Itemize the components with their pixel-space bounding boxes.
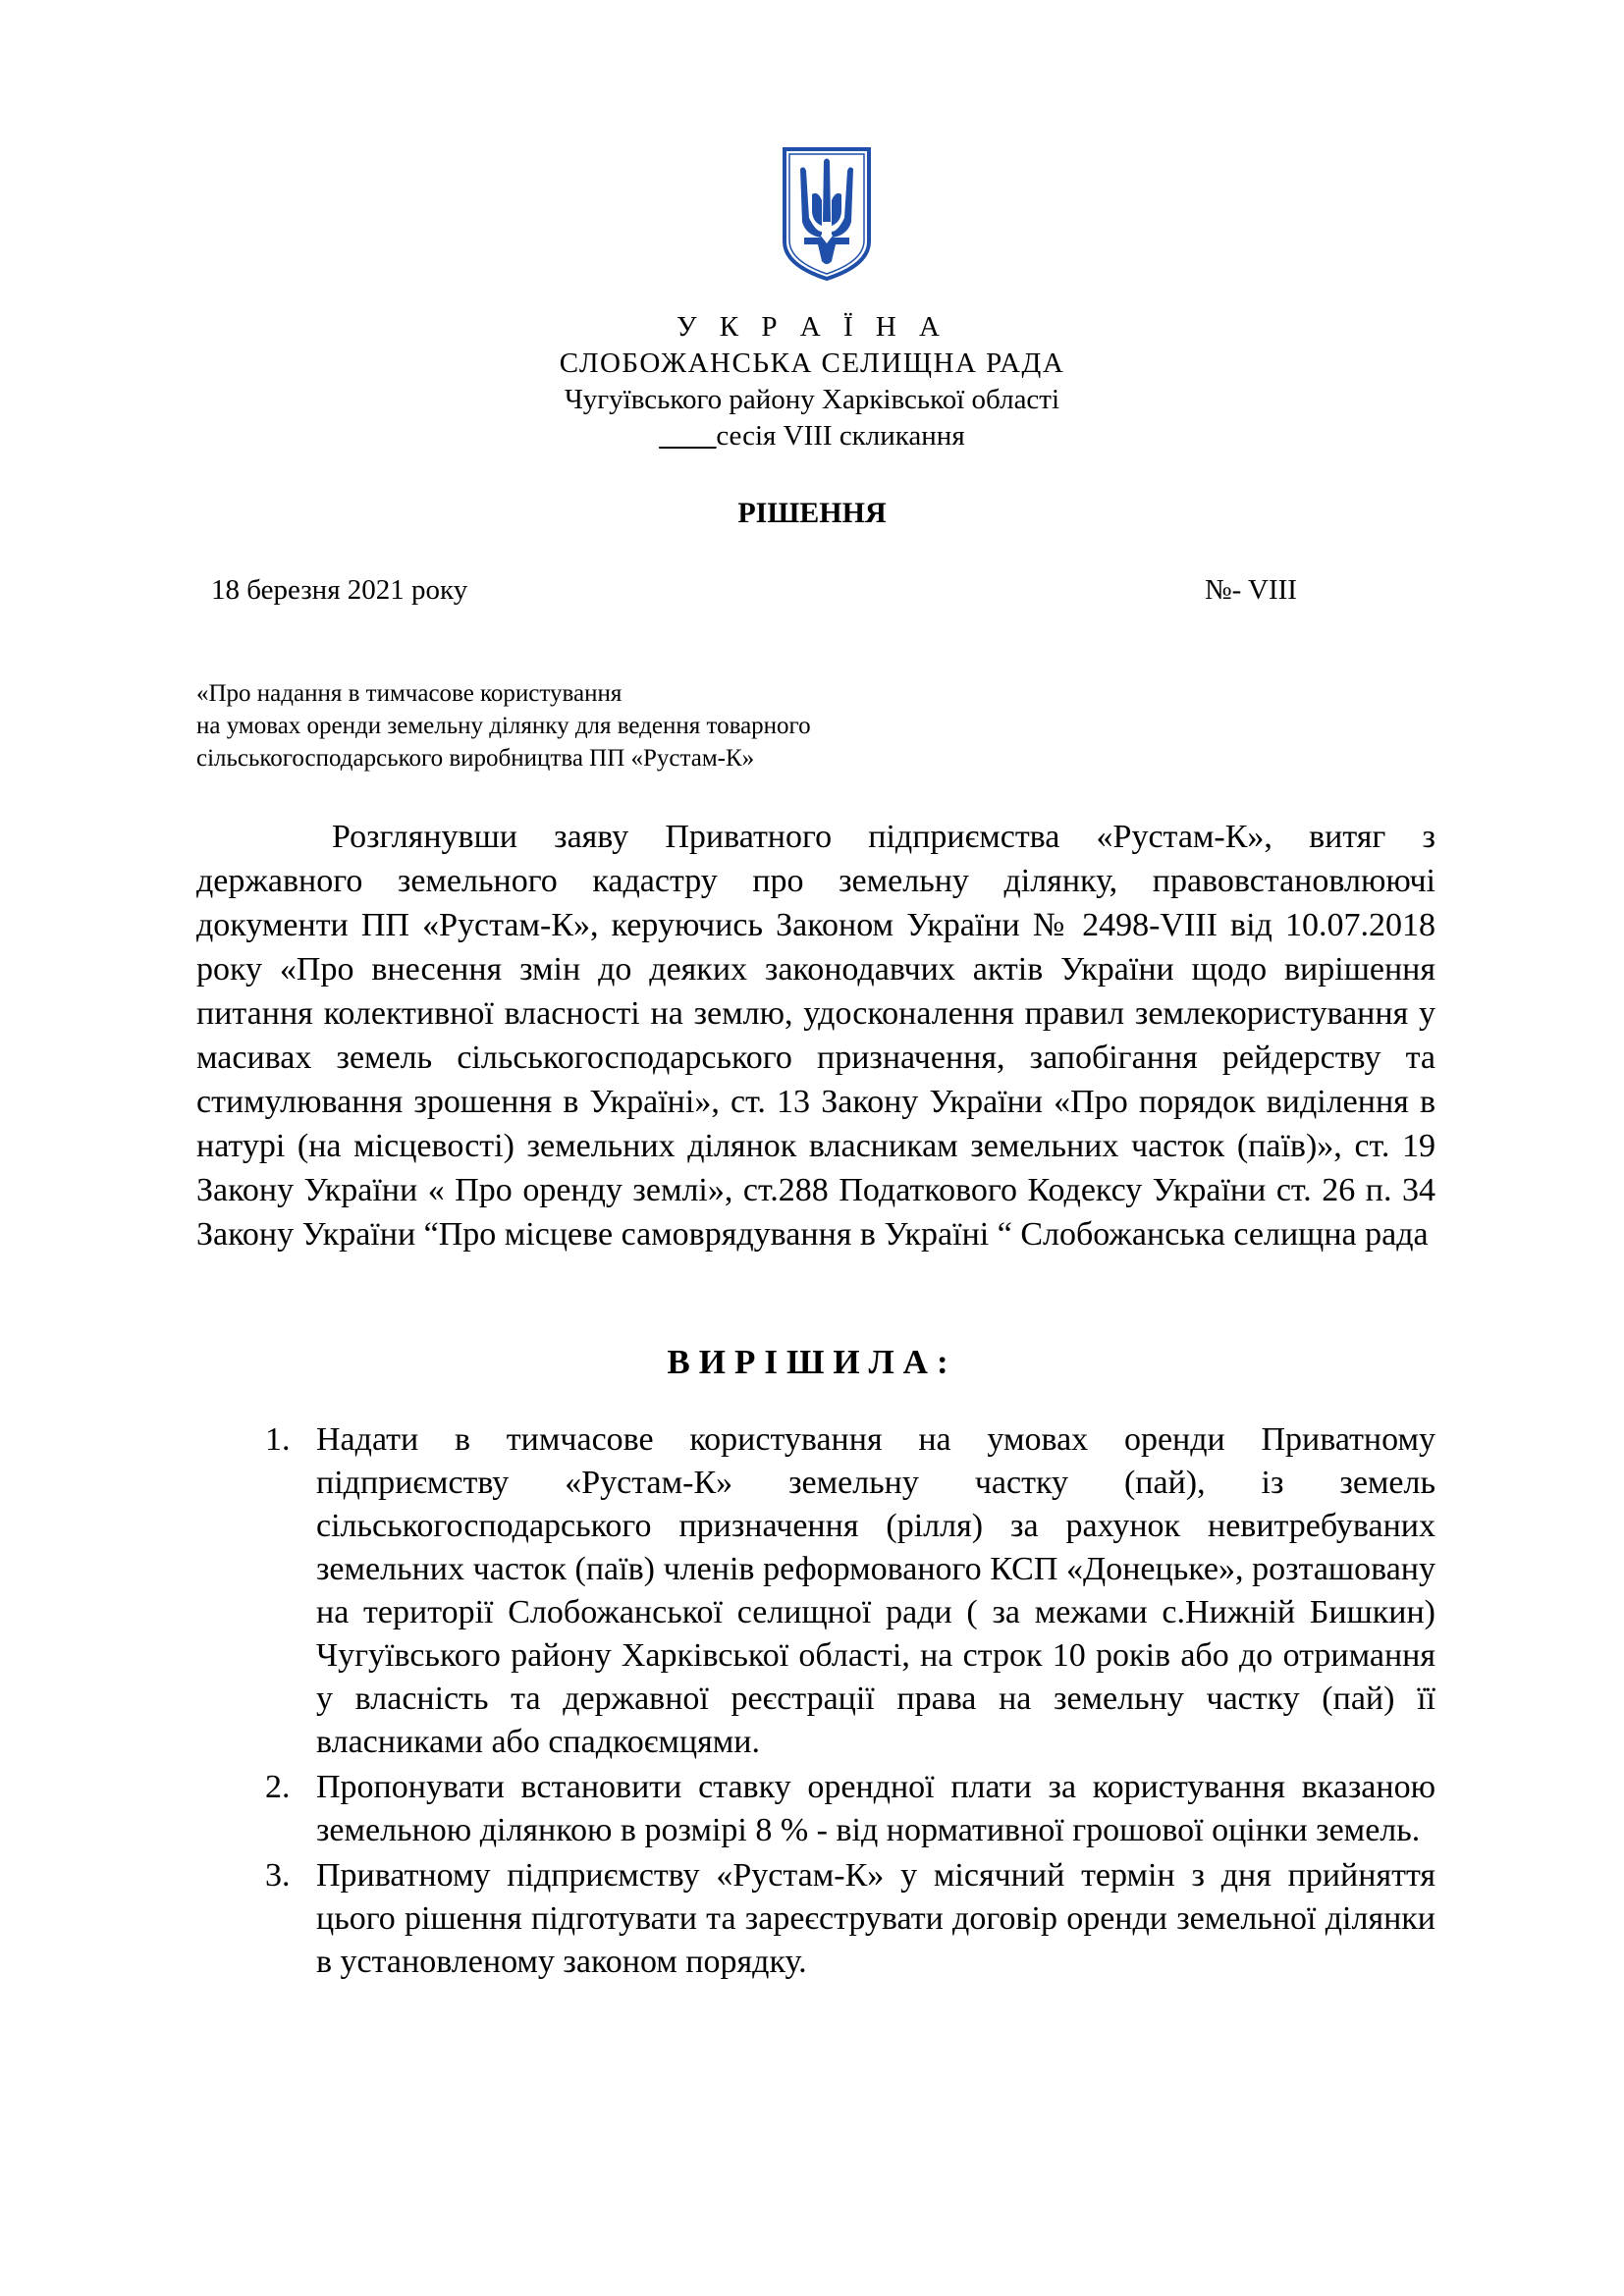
district-name: Чугуївського району Харківської області xyxy=(564,384,1060,415)
subject-line: «Про надання в тимчасове користування xyxy=(196,680,623,707)
session-label: сесія VIII скликання xyxy=(716,420,965,452)
document-title: РІШЕННЯ xyxy=(737,497,887,529)
session-number-blank: ____ xyxy=(659,420,717,452)
decision-items-list xyxy=(265,1418,1435,1986)
item-text: Надати в тимчасове користування на умовах оренди Приватному підприємству «Рустам-К» земельну частку (пай), із земель сільськогосподарського призначення (рілля) за рахунок невитребуваних земельних часток (паїв) членів реформованого КСП «Донецьке», розташовану на території Слобожанської селищної ради ( за межами с.Нижній Бишкин) Чугуївського району Харківської області, на строк 10 років або до отримання у власність та державної реєстрації права на земельну частку (пай) її власниками або спадкоємцями. xyxy=(316,1421,1435,1760)
decision-item xyxy=(265,1766,1435,1852)
trident-coat-of-arms-icon xyxy=(779,145,875,283)
subject-line: на умовах оренди земельну ділянку для ведення товарного xyxy=(196,713,811,739)
item-number: 1. xyxy=(265,1421,291,1458)
decision-subject xyxy=(196,677,811,774)
country-name: У К Р А Ї Н А xyxy=(677,311,947,343)
decision-item xyxy=(265,1418,1435,1764)
decision-number: №- VIII xyxy=(1205,574,1297,606)
preamble-paragraph: Розглянувши заяву Приватного підприємства «Рустам-К», витяг з державного земельного кадастру про земельну ділянку, правовстановлюючі документи ПП «Рустам-К», керуючись Законом України № 2498-VIII від 10.07.2018 року «Про внесення змін до деяких законодавчих актів України щодо вирішення питання колективної власності на землю, удосконалення правил землекористування у масивах земель сільськогосподарського призначення, запобігання рейдерству та стимулювання зрошення в Україні», ст. 13 Закону України «Про порядок виділення в натурі (на місцевості) земельних ділянок власникам земельних часток (паїв)», ст. 19 Закону України « Про оренду землі», ст.288 Податкового Кодексу України ст. 26 п. 34 Закону України “Про місцеве самоврядування в Україні “ Слобожанська селищна рада xyxy=(196,819,1435,1253)
item-text: Пропонувати встановити ставку орендної плати за користування вказаною земельною ділянкою в розмірі 8 % - від нормативної грошової оцінки земель. xyxy=(316,1769,1435,1848)
decision-date: 18 березня 2021 року xyxy=(211,574,468,606)
decision-item xyxy=(265,1854,1435,1984)
subject-line: сільськогосподарського виробництва ПП «Рустам-К» xyxy=(196,745,755,772)
item-number: 2. xyxy=(265,1769,291,1805)
item-text: Приватному підприємству «Рустам-К» у місячний термін з дня прийняття цього рішення підготувати та зареєструвати договір оренди земельної ділянки в установленому законом порядку. xyxy=(316,1857,1435,1980)
session-line xyxy=(0,418,1624,454)
coat-of-arms xyxy=(779,145,875,283)
council-name: СЛОБОЖАНСЬКА СЕЛИЩНА РАДА xyxy=(559,347,1065,379)
item-number: 3. xyxy=(265,1857,291,1894)
resolved-heading: ВИРІШИЛА: xyxy=(667,1343,957,1381)
